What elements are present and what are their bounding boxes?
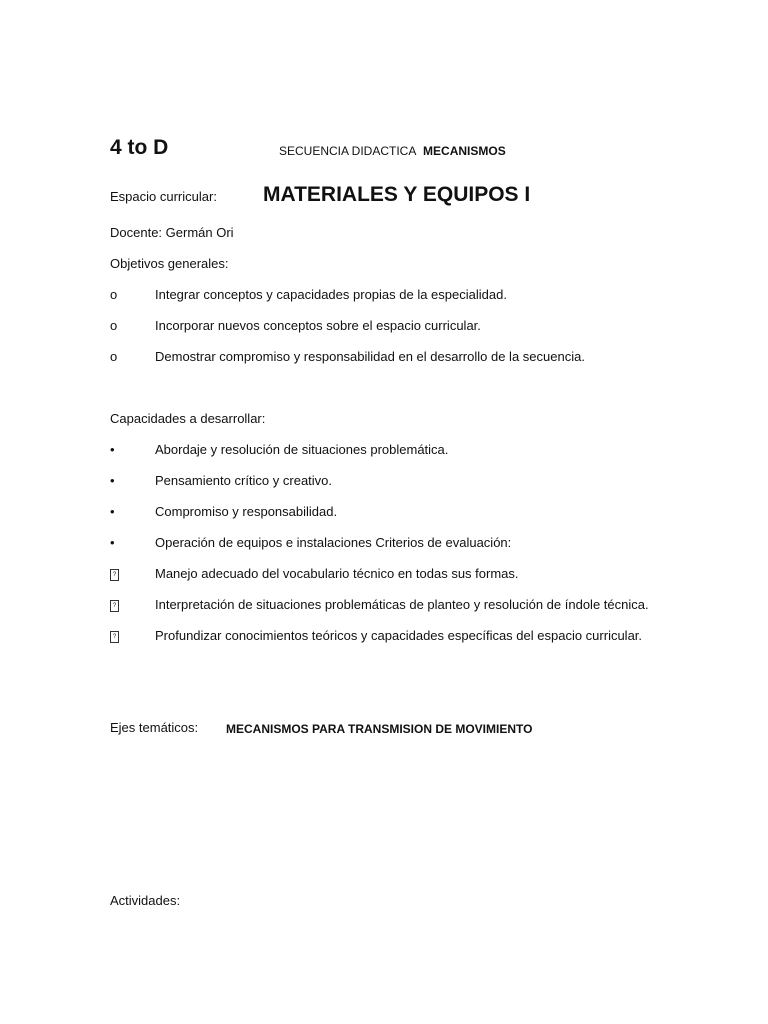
capacidad-text: Abordaje y resolución de situaciones problemática. (155, 442, 449, 457)
objetivo-text: Incorporar nuevos conceptos sobre el espacio curricular. (155, 318, 481, 333)
espacio-label: Espacio curricular: (110, 189, 217, 204)
bullet-marker: • (110, 473, 115, 488)
criterio-text: Interpretación de situaciones problemáticas de planteo y resolución de índole técnica. (155, 597, 649, 612)
missing-glyph-icon: ? (110, 600, 119, 612)
bullet-marker: o (110, 318, 118, 333)
capacidades-title: Capacidades a desarrollar: (110, 411, 266, 426)
capacidad-text: Compromiso y responsabilidad. (155, 504, 338, 519)
missing-glyph-icon: ? (110, 569, 119, 581)
sequence-topic: MECANISMOS (423, 144, 506, 158)
bullet-marker: • (110, 442, 115, 457)
criterio-text: Manejo adecuado del vocabulario técnico en todas sus formas. (155, 566, 519, 581)
sequence-prefix: SECUENCIA DIDACTICA (279, 144, 417, 158)
actividades-label: Actividades: (110, 893, 181, 908)
subject-title: MATERIALES Y EQUIPOS I (263, 183, 531, 206)
grade-heading: 4 to D (110, 136, 169, 159)
bullet-marker: o (110, 349, 118, 364)
criterio-text: Profundizar conocimientos teóricos y capacidades específicas del espacio curricular. (155, 628, 643, 643)
bullet-marker: o (110, 287, 118, 302)
bullet-marker: • (110, 535, 115, 550)
ejes-value: MECANISMOS PARA TRANSMISION DE MOVIMIENTO (226, 722, 533, 736)
objetivo-text: Demostrar compromiso y responsabilidad en el desarrollo de la secuencia. (155, 349, 585, 364)
objetivo-text: Integrar conceptos y capacidades propias de la especialidad. (155, 287, 507, 302)
missing-glyph-icon: ? (110, 631, 119, 643)
capacidad-text: Operación de equipos e instalaciones Criterios de evaluación: (155, 535, 512, 550)
bullet-marker: • (110, 504, 115, 519)
objetivos-title: Objetivos generales: (110, 256, 229, 271)
ejes-label: Ejes temáticos: (110, 720, 199, 735)
capacidad-text: Pensamiento crítico y creativo. (155, 473, 333, 488)
sequence-title (279, 143, 506, 159)
docente-line: Docente: Germán Ori (110, 225, 234, 240)
